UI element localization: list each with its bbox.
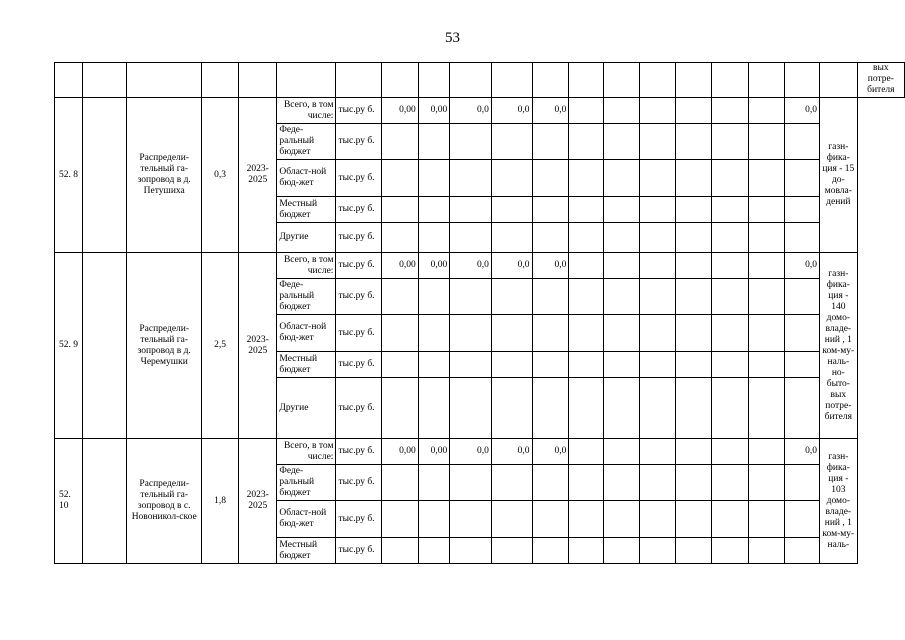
empty-cell bbox=[450, 465, 492, 501]
empty-cell bbox=[381, 124, 418, 160]
empty-cell bbox=[418, 223, 449, 253]
empty-cell bbox=[569, 253, 603, 279]
empty-cell bbox=[569, 501, 603, 538]
empty-cell bbox=[450, 378, 492, 439]
empty-cell bbox=[418, 160, 449, 197]
empty-cell bbox=[532, 352, 569, 378]
project-length: 2,5 bbox=[202, 253, 239, 439]
empty-cell bbox=[748, 63, 784, 98]
empty-cell bbox=[712, 279, 748, 315]
empty-cell bbox=[491, 501, 532, 538]
empty-cell bbox=[127, 63, 202, 98]
value-cell: 0,00 bbox=[381, 253, 418, 279]
project-period: 2023-2025 bbox=[239, 439, 277, 564]
empty-cell bbox=[639, 501, 675, 538]
unit-cell: тыс.ру б. bbox=[336, 465, 381, 501]
empty-cell bbox=[639, 197, 675, 223]
empty-cell bbox=[748, 465, 784, 501]
unit-cell: тыс.ру б. bbox=[336, 253, 381, 279]
page-number: 53 bbox=[445, 30, 460, 46]
value-cell: 0,0 bbox=[491, 98, 532, 124]
empty-cell bbox=[450, 124, 492, 160]
empty-cell bbox=[532, 279, 569, 315]
value-cell: 0,0 bbox=[450, 98, 492, 124]
empty-cell bbox=[603, 279, 639, 315]
empty-cell bbox=[712, 538, 748, 564]
empty-cell bbox=[784, 501, 819, 538]
budget-table bbox=[54, 62, 905, 564]
empty-cell bbox=[639, 253, 675, 279]
project-length: 1,8 bbox=[202, 439, 239, 564]
empty-cell bbox=[639, 315, 675, 352]
row-label-local: Местный бюджет bbox=[277, 538, 336, 564]
empty-cell bbox=[748, 160, 784, 197]
table-row bbox=[55, 253, 905, 279]
table-row bbox=[55, 98, 905, 124]
empty-cell bbox=[418, 465, 449, 501]
empty-cell bbox=[603, 124, 639, 160]
unit-cell: тыс.ру б. bbox=[336, 315, 381, 352]
empty-cell bbox=[381, 279, 418, 315]
continuation-row bbox=[55, 63, 905, 98]
empty-cell bbox=[639, 439, 675, 465]
empty-cell bbox=[532, 465, 569, 501]
empty-cell bbox=[712, 160, 748, 197]
value-cell: 0,0 bbox=[784, 253, 819, 279]
empty-cell bbox=[748, 315, 784, 352]
project-number: 52. 8 bbox=[55, 98, 83, 253]
empty-cell bbox=[450, 197, 492, 223]
empty-cell bbox=[639, 352, 675, 378]
empty-cell bbox=[491, 378, 532, 439]
value-cell: 0,00 bbox=[418, 439, 449, 465]
empty-cell bbox=[748, 223, 784, 253]
row-label-local: Местный бюджет bbox=[277, 197, 336, 223]
row-label-federal: Феде-ральный бюджет bbox=[277, 279, 336, 315]
empty-cell bbox=[784, 160, 819, 197]
empty-cell bbox=[491, 124, 532, 160]
empty-cell bbox=[784, 538, 819, 564]
empty-cell bbox=[603, 378, 639, 439]
value-cell: 0,0 bbox=[784, 98, 819, 124]
empty-cell bbox=[532, 315, 569, 352]
empty-cell bbox=[55, 63, 83, 98]
value-cell: 0,0 bbox=[491, 439, 532, 465]
empty-cell bbox=[569, 124, 603, 160]
unit-cell: тыс.ру б. bbox=[336, 223, 381, 253]
empty-cell bbox=[381, 315, 418, 352]
value-cell: 0,0 bbox=[784, 439, 819, 465]
empty-cell bbox=[712, 352, 748, 378]
empty-cell bbox=[532, 63, 569, 98]
empty-cell bbox=[569, 465, 603, 501]
empty-cell bbox=[381, 160, 418, 197]
project-period: 2023-2025 bbox=[239, 253, 277, 439]
empty-cell bbox=[748, 538, 784, 564]
unit-cell: тыс.ру б. bbox=[336, 538, 381, 564]
empty-cell bbox=[712, 223, 748, 253]
empty-cell bbox=[336, 63, 381, 98]
empty-cell bbox=[784, 465, 819, 501]
empty-cell bbox=[784, 279, 819, 315]
project-name: Распредели-тельный га-зопровод в д. Черемушки bbox=[127, 253, 202, 439]
empty-cell bbox=[202, 63, 239, 98]
row-label-other: Другие bbox=[277, 378, 336, 439]
empty-cell bbox=[676, 279, 712, 315]
unit-cell: тыс.ру б. bbox=[336, 160, 381, 197]
empty-cell bbox=[712, 315, 748, 352]
empty-cell bbox=[748, 279, 784, 315]
empty-cell bbox=[569, 279, 603, 315]
empty-cell bbox=[639, 465, 675, 501]
row-label-total: Всего, в том числе: bbox=[277, 98, 336, 124]
empty-cell bbox=[748, 378, 784, 439]
row-label-local: Местный бюджет bbox=[277, 352, 336, 378]
empty-cell bbox=[532, 501, 569, 538]
empty-cell bbox=[491, 465, 532, 501]
empty-cell bbox=[676, 465, 712, 501]
empty-cell bbox=[381, 197, 418, 223]
empty-cell bbox=[784, 315, 819, 352]
empty-cell bbox=[569, 538, 603, 564]
empty-cell bbox=[712, 98, 748, 124]
empty-cell bbox=[418, 197, 449, 223]
empty-cell bbox=[569, 160, 603, 197]
empty-cell bbox=[450, 501, 492, 538]
empty-cell bbox=[569, 439, 603, 465]
result-cell: газн-фика-ция - 103 домо-владе-ний , 1 ком-му-наль- bbox=[819, 439, 857, 564]
empty-cell bbox=[639, 160, 675, 197]
empty-cell bbox=[676, 160, 712, 197]
empty-cell bbox=[491, 315, 532, 352]
empty-cell bbox=[381, 538, 418, 564]
empty-cell bbox=[784, 223, 819, 253]
unit-cell: тыс.ру б. bbox=[336, 439, 381, 465]
row-label-federal: Феде-ральный бюджет bbox=[277, 465, 336, 501]
row-label-federal: Феде-ральный бюджет bbox=[277, 124, 336, 160]
unit-cell: тыс.ру б. bbox=[336, 98, 381, 124]
empty-cell bbox=[381, 501, 418, 538]
empty-cell bbox=[569, 315, 603, 352]
empty-cell bbox=[491, 352, 532, 378]
empty-cell bbox=[784, 378, 819, 439]
empty-cell bbox=[418, 501, 449, 538]
empty-cell bbox=[603, 439, 639, 465]
empty-cell bbox=[676, 98, 712, 124]
empty-cell bbox=[83, 253, 127, 439]
empty-cell bbox=[418, 63, 449, 98]
empty-cell bbox=[748, 352, 784, 378]
value-cell: 0,0 bbox=[532, 253, 569, 279]
project-period: 2023-2025 bbox=[239, 98, 277, 253]
empty-cell bbox=[418, 352, 449, 378]
empty-cell bbox=[532, 223, 569, 253]
empty-cell bbox=[532, 197, 569, 223]
unit-cell: тыс.ру б. bbox=[336, 197, 381, 223]
empty-cell bbox=[569, 378, 603, 439]
unit-cell: тыс.ру б. bbox=[336, 378, 381, 439]
empty-cell bbox=[712, 253, 748, 279]
empty-cell bbox=[819, 63, 857, 98]
empty-cell bbox=[603, 465, 639, 501]
empty-cell bbox=[676, 63, 712, 98]
empty-cell bbox=[603, 160, 639, 197]
empty-cell bbox=[450, 63, 492, 98]
empty-cell bbox=[748, 98, 784, 124]
empty-cell bbox=[639, 98, 675, 124]
row-label-regional: Област-ной бюд-жет bbox=[277, 315, 336, 352]
empty-cell bbox=[676, 352, 712, 378]
value-cell: 0,0 bbox=[491, 253, 532, 279]
empty-cell bbox=[450, 315, 492, 352]
row-label-total: Всего, в том числе: bbox=[277, 439, 336, 465]
empty-cell bbox=[748, 124, 784, 160]
empty-cell bbox=[83, 98, 127, 253]
row-label-total: Всего, в том числе: bbox=[277, 253, 336, 279]
empty-cell bbox=[712, 465, 748, 501]
empty-cell bbox=[277, 63, 336, 98]
empty-cell bbox=[639, 124, 675, 160]
empty-cell bbox=[381, 378, 418, 439]
empty-cell bbox=[381, 63, 418, 98]
empty-cell bbox=[491, 223, 532, 253]
empty-cell bbox=[639, 223, 675, 253]
value-cell: 0,0 bbox=[450, 253, 492, 279]
empty-cell bbox=[712, 501, 748, 538]
empty-cell bbox=[450, 223, 492, 253]
empty-cell bbox=[639, 279, 675, 315]
empty-cell bbox=[748, 253, 784, 279]
value-cell: 0,0 bbox=[532, 98, 569, 124]
empty-cell bbox=[381, 352, 418, 378]
unit-cell: тыс.ру б. bbox=[336, 279, 381, 315]
empty-cell bbox=[491, 197, 532, 223]
empty-cell bbox=[603, 538, 639, 564]
row-label-regional: Област-ной бюд-жет bbox=[277, 501, 336, 538]
empty-cell bbox=[712, 378, 748, 439]
empty-cell bbox=[418, 124, 449, 160]
empty-cell bbox=[603, 98, 639, 124]
empty-cell bbox=[491, 279, 532, 315]
empty-cell bbox=[784, 352, 819, 378]
empty-cell bbox=[381, 223, 418, 253]
empty-cell bbox=[83, 63, 127, 98]
empty-cell bbox=[712, 439, 748, 465]
empty-cell bbox=[532, 378, 569, 439]
empty-cell bbox=[569, 197, 603, 223]
empty-cell bbox=[712, 197, 748, 223]
empty-cell bbox=[748, 439, 784, 465]
empty-cell bbox=[450, 279, 492, 315]
unit-cell: тыс.ру б. bbox=[336, 352, 381, 378]
empty-cell bbox=[569, 63, 603, 98]
empty-cell bbox=[676, 253, 712, 279]
empty-cell bbox=[676, 315, 712, 352]
unit-cell: тыс.ру б. bbox=[336, 124, 381, 160]
project-name: Распредели-тельный га-зопровод в с. Новоникол-ское bbox=[127, 439, 202, 564]
result-cell: газн-фика-ция - 140 домо-владе-ний , 1 ком-му-наль-но-быто-вых потре-бителя bbox=[819, 253, 857, 439]
empty-cell bbox=[418, 378, 449, 439]
empty-cell bbox=[784, 124, 819, 160]
empty-cell bbox=[491, 538, 532, 564]
value-cell: 0,00 bbox=[418, 253, 449, 279]
empty-cell bbox=[450, 352, 492, 378]
empty-cell bbox=[748, 501, 784, 538]
empty-cell bbox=[532, 124, 569, 160]
value-cell: 0,0 bbox=[450, 439, 492, 465]
empty-cell bbox=[784, 63, 819, 98]
empty-cell bbox=[418, 279, 449, 315]
empty-cell bbox=[603, 352, 639, 378]
value-cell: 0,0 bbox=[532, 439, 569, 465]
empty-cell bbox=[532, 160, 569, 197]
empty-cell bbox=[676, 378, 712, 439]
empty-cell bbox=[639, 63, 675, 98]
result-cell: вых потре-бителя bbox=[857, 63, 904, 98]
empty-cell bbox=[603, 223, 639, 253]
row-label-other: Другие bbox=[277, 223, 336, 253]
empty-cell bbox=[676, 538, 712, 564]
empty-cell bbox=[569, 223, 603, 253]
project-length: 0,3 bbox=[202, 98, 239, 253]
project-number: 52. 9 bbox=[55, 253, 83, 439]
empty-cell bbox=[381, 465, 418, 501]
value-cell: 0,00 bbox=[381, 98, 418, 124]
empty-cell bbox=[532, 538, 569, 564]
empty-cell bbox=[639, 378, 675, 439]
value-cell: 0,00 bbox=[381, 439, 418, 465]
empty-cell bbox=[676, 197, 712, 223]
empty-cell bbox=[491, 63, 532, 98]
empty-cell bbox=[748, 197, 784, 223]
empty-cell bbox=[603, 63, 639, 98]
empty-cell bbox=[239, 63, 277, 98]
empty-cell bbox=[676, 439, 712, 465]
empty-cell bbox=[712, 63, 748, 98]
empty-cell bbox=[418, 315, 449, 352]
empty-cell bbox=[569, 352, 603, 378]
empty-cell bbox=[603, 315, 639, 352]
empty-cell bbox=[603, 197, 639, 223]
empty-cell bbox=[676, 501, 712, 538]
empty-cell bbox=[569, 98, 603, 124]
unit-cell: тыс.ру б. bbox=[336, 501, 381, 538]
empty-cell bbox=[603, 501, 639, 538]
empty-cell bbox=[676, 124, 712, 160]
empty-cell bbox=[639, 538, 675, 564]
empty-cell bbox=[83, 439, 127, 564]
empty-cell bbox=[603, 253, 639, 279]
table-row bbox=[55, 439, 905, 465]
project-name: Распредели-тельный га-зопровод в д. Петушиха bbox=[127, 98, 202, 253]
row-label-regional: Област-ной бюд-жет bbox=[277, 160, 336, 197]
empty-cell bbox=[784, 197, 819, 223]
empty-cell bbox=[450, 160, 492, 197]
value-cell: 0,00 bbox=[418, 98, 449, 124]
empty-cell bbox=[712, 124, 748, 160]
empty-cell bbox=[676, 223, 712, 253]
empty-cell bbox=[450, 538, 492, 564]
result-cell: газн-фика-ция - 15 до-мовла-дений bbox=[819, 98, 857, 253]
empty-cell bbox=[491, 160, 532, 197]
project-number: 52. 10 bbox=[55, 439, 83, 564]
empty-cell bbox=[418, 538, 449, 564]
